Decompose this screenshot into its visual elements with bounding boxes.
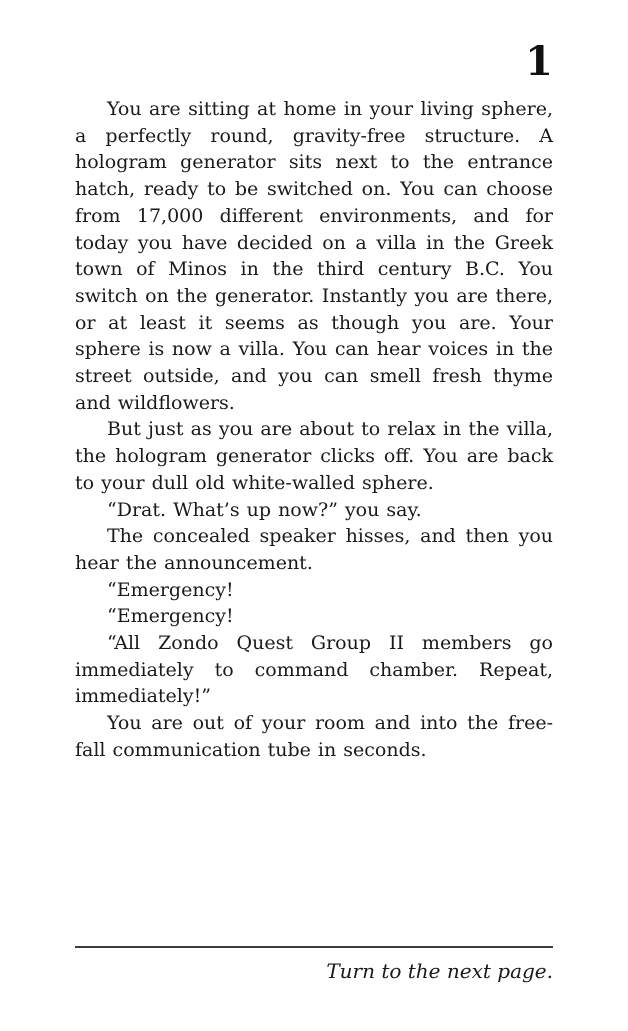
story-paragraph: You are sitting at home in your living sphere, a perfectly round, gravity-free structure. A hologram generator sits next to the entrance hatch, ready to be switched on. You can choose from 17,000 different environments, and for today you have decided on a villa in the Greek town of Minos in the third century B.C. You switch on the generator. Instantly you are there, or at least it seems as though you are. Your sphere is now a villa. You can hear voices in the street outside, and you can smell fresh thyme and wildflowers. bbox=[75, 98, 553, 414]
story-paragraph: “Drat. What’s up now?” you say. bbox=[107, 498, 422, 521]
story-text bbox=[75, 96, 553, 764]
story-paragraph: “Emergency! bbox=[107, 605, 234, 628]
story-paragraph: But just as you are about to relax in the villa, the hologram generator clicks off. You are back to your dull old white-walled sphere. bbox=[75, 418, 553, 494]
story-paragraph: You are out of your room and into the free-fall communication tube in seconds. bbox=[75, 712, 553, 761]
story-paragraph: “Emergency! bbox=[107, 578, 234, 601]
footer-divider bbox=[75, 946, 553, 948]
chapter-number: 1 bbox=[525, 38, 553, 85]
story-paragraph: The concealed speaker hisses, and then you hear the announcement. bbox=[75, 525, 553, 574]
page-footer bbox=[75, 946, 553, 983]
turn-instruction: Turn to the next page. bbox=[326, 959, 553, 983]
story-paragraph: “All Zondo Quest Group II members go immediately to command chamber. Repeat, immediately!” bbox=[75, 632, 553, 708]
